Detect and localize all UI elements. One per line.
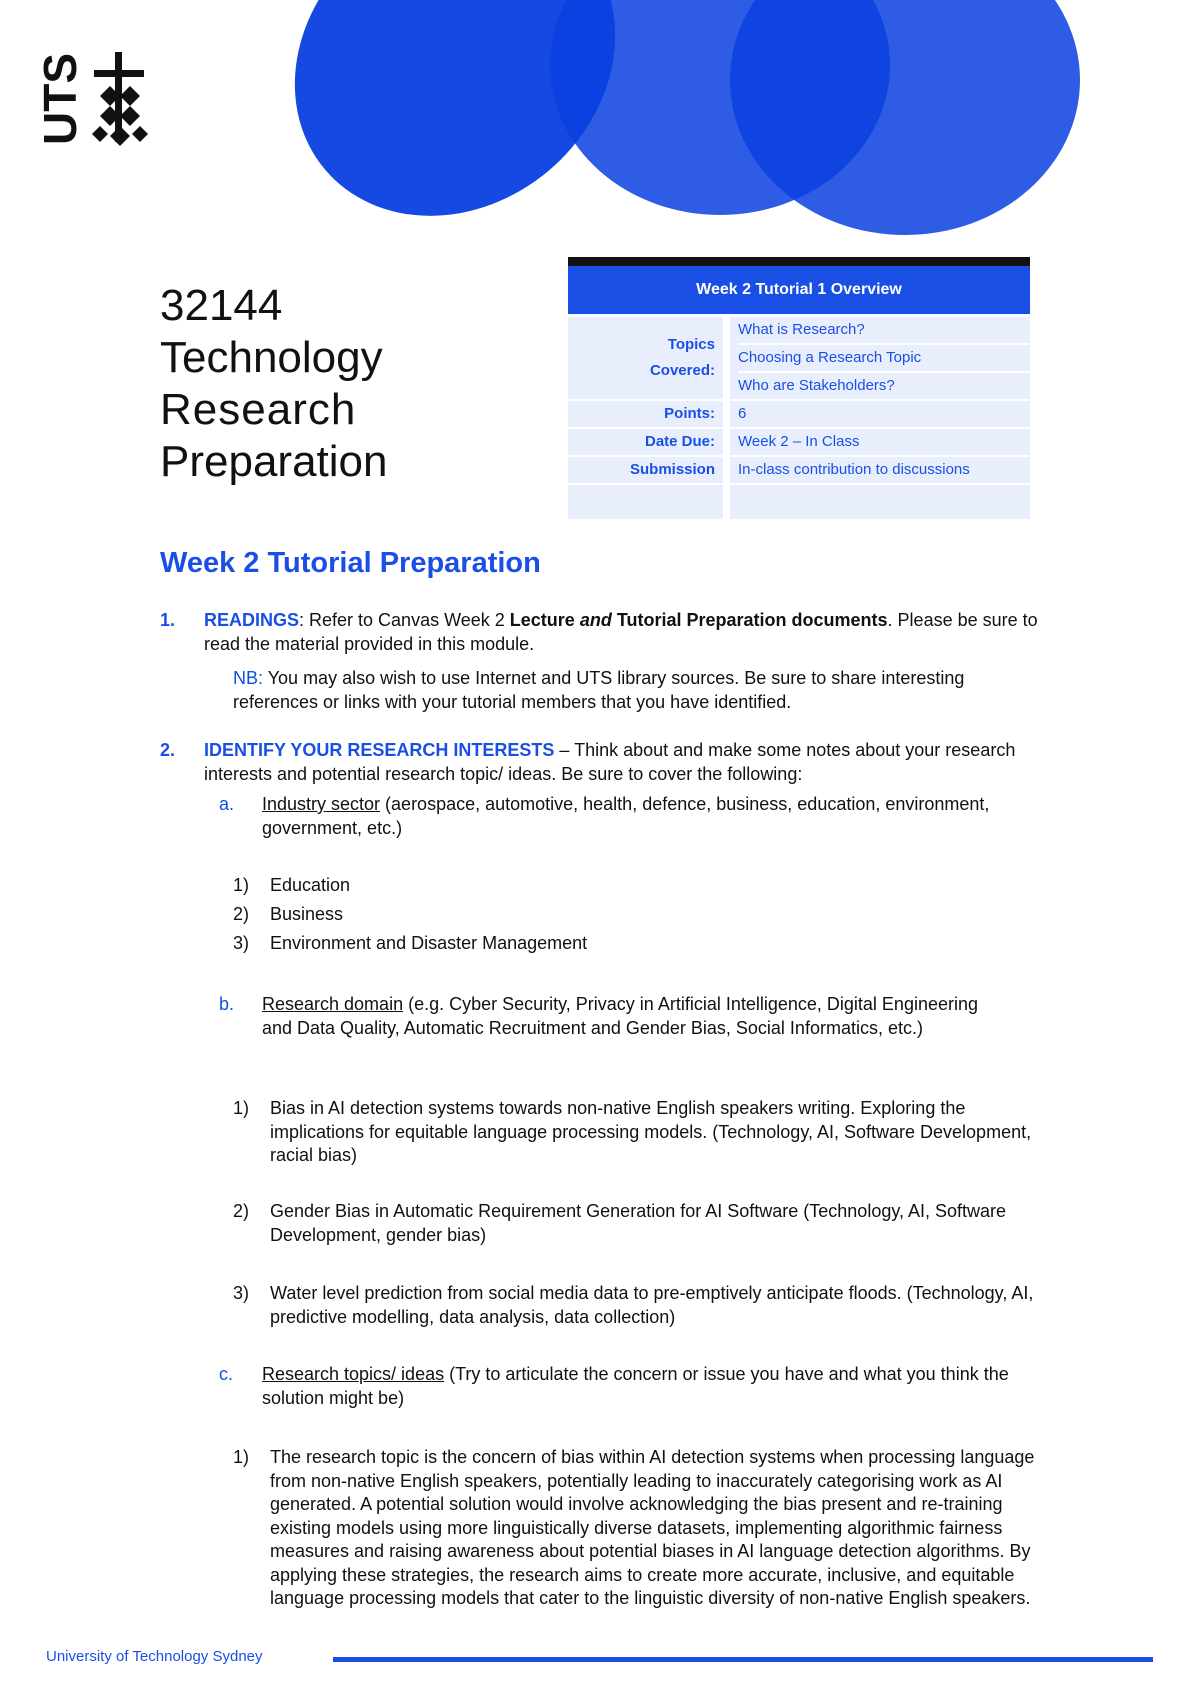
topic-item: What is Research?: [738, 317, 1030, 345]
points-label: Points:: [568, 401, 723, 427]
nb-note: NB: You may also wish to use Internet and UTS library sources. Be sure to share interesting references or links with your tutorial members that you have identified.: [233, 668, 965, 712]
answer-number: 1): [233, 1447, 250, 1467]
answer-text: The research topic is the concern of bias within AI detection systems when processing language from non-native English speakers, potentially leading to inaccurately categorising work as AI generated. A potential solution would involve acknowledging the bias present and re-training existing models using more linguistically diverse datasets, implementing algorithmic fairness measures and raising awareness about potential biases in AI language detection algorithms. By applying these strategies, the research aims to create more accurate, inclusive, and equitable language processing models that cater to the linguistic diversity of non-native English speakers.: [270, 1447, 1035, 1608]
uts-emblem-icon: [92, 52, 148, 146]
research-topics-label: Research topics/ ideas: [262, 1364, 445, 1384]
answer-number: 1): [233, 875, 250, 895]
footer-rule: [333, 1657, 1153, 1662]
answer-number: 2): [233, 1201, 250, 1221]
research-domain-label: Research domain: [262, 994, 404, 1014]
submission-value: In-class contribution to discussions: [730, 457, 1030, 483]
answer-number: 3): [233, 1283, 250, 1303]
answer-text: Environment and Disaster Management: [270, 933, 588, 953]
answer-text: Water level prediction from social media data to pre-emptively anticipate floods. (Technology, AI, predictive modelling, data analysis, data collection): [270, 1283, 1034, 1327]
title-line-3: Research: [160, 385, 357, 434]
industry-sector-label: Industry sector: [262, 794, 381, 814]
document-title: [160, 280, 387, 488]
course-code: 32144: [160, 281, 283, 330]
footer-text: University of Technology Sydney: [46, 1648, 263, 1665]
section-heading: Week 2 Tutorial Preparation: [160, 547, 541, 579]
research-interests-label: IDENTIFY YOUR RESEARCH INTERESTS: [204, 740, 555, 760]
readings-label: READINGS: [204, 610, 300, 630]
answer-text: Gender Bias in Automatic Requirement Generation for AI Software (Technology, AI, Software Development, gender bias): [270, 1201, 1007, 1245]
item-2c-letter: c.: [219, 1364, 234, 1384]
topic-item: Who are Stakeholders?: [738, 377, 895, 394]
uts-logo: [34, 50, 150, 150]
logo-text: UTS: [34, 53, 86, 145]
answer-number: 1): [233, 1098, 250, 1118]
decorative-ellipses: [300, 0, 1120, 250]
due-label: Date Due:: [568, 429, 723, 455]
points-value: 6: [730, 401, 1030, 427]
title-line-2: Technology: [160, 333, 383, 382]
answer-text: Bias in AI detection systems towards non-native English speakers writing. Exploring the implications for equitable language processing models. (Technology, AI, Software Development, racial bias): [270, 1098, 1032, 1165]
answer-text: Business: [270, 904, 344, 924]
item-2-number: 2.: [160, 740, 176, 760]
item-2a-text: Industry sector (aerospace, automotive, health, defence, business, education, environment, government, etc.): [262, 794, 990, 838]
topics-label-1: Topics: [667, 336, 715, 353]
overview-header: Week 2 Tutorial 1 Overview: [568, 266, 1030, 317]
submission-label: Submission: [568, 457, 723, 483]
topics-label-2: Covered:: [649, 362, 715, 379]
item-2-text: IDENTIFY YOUR RESEARCH INTERESTS – Think about and make some notes about your research interests and potential research topic/ ideas. Be sure to cover the following:: [204, 740, 1016, 784]
item-2c-text: Research topics/ ideas (Try to articulate the concern or issue you have and what you think the solution might be): [262, 1364, 1009, 1408]
item-2b-letter: b.: [219, 994, 235, 1014]
item-2b-text: Research domain (e.g. Cyber Security, Privacy in Artificial Intelligence, Digital Engineering and Data Quality, Automatic Recruitment and Gender Bias, Social Informatics, etc.): [262, 994, 978, 1038]
item-2a-letter: a.: [219, 794, 235, 814]
answer-number: 2): [233, 904, 250, 924]
answer-text: Education: [270, 875, 351, 895]
topic-item: Choosing a Research Topic: [738, 345, 1030, 373]
nb-label: NB:: [233, 668, 264, 688]
answer-number: 3): [233, 933, 250, 953]
item-1-text: READINGS: Refer to Canvas Week 2 Lecture and Tutorial Preparation documents. Please be sure to read the material provided in this module.: [204, 610, 1038, 654]
overview-table: [568, 257, 1030, 519]
item-1-number: 1.: [160, 610, 176, 630]
title-line-4: Preparation: [160, 437, 388, 486]
due-value: Week 2 – In Class: [730, 429, 1030, 455]
